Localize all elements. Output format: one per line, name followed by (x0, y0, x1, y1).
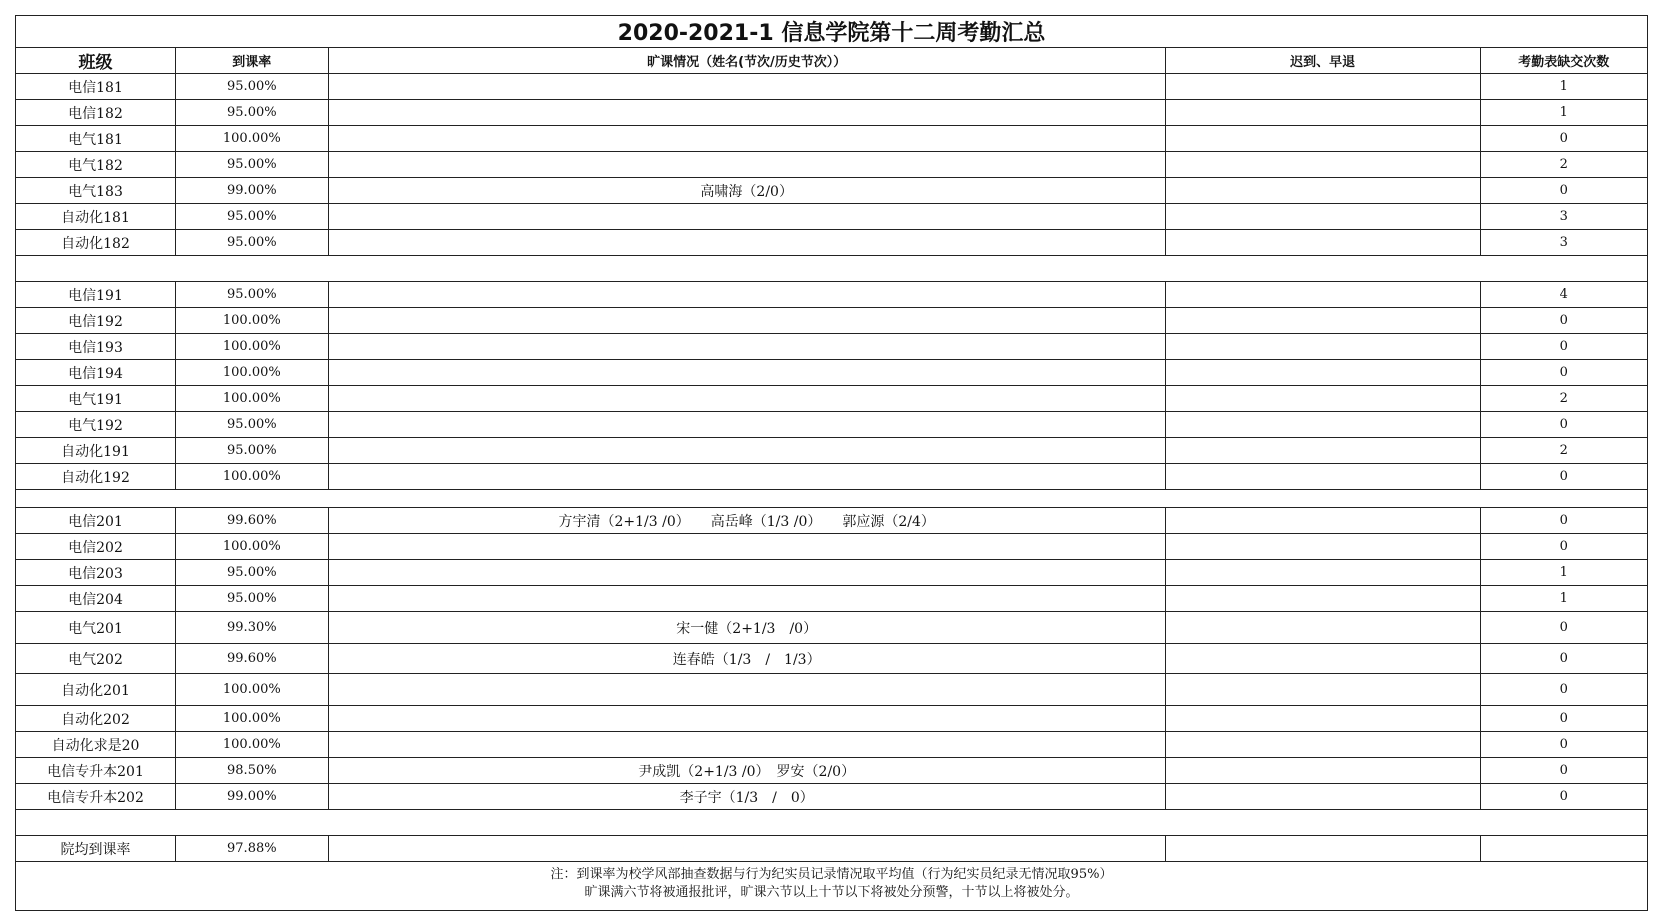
class-cell: 自动化182 (16, 230, 176, 256)
absence-cell (328, 100, 1165, 126)
summary-absence (328, 836, 1165, 862)
header-row (16, 48, 1648, 74)
table-row (16, 178, 1648, 204)
absence-cell (328, 674, 1165, 706)
absence-cell (328, 534, 1165, 560)
absence-cell: 尹成凯（2+1/3 /0） 罗安（2/0） (328, 758, 1165, 784)
late-cell (1165, 412, 1480, 438)
spacer-cell (16, 256, 1648, 282)
rate-cell: 95.00% (176, 412, 329, 438)
rate-cell: 95.00% (176, 152, 329, 178)
late-cell (1165, 152, 1480, 178)
summary-rate: 97.88% (176, 836, 329, 862)
late-cell (1165, 464, 1480, 490)
spacer-cell (16, 490, 1648, 508)
table-row (16, 334, 1648, 360)
class-cell: 电气181 (16, 126, 176, 152)
table-row (16, 706, 1648, 732)
late-cell (1165, 586, 1480, 612)
missing-cell: 1 (1480, 586, 1647, 612)
table-row (16, 386, 1648, 412)
absence-cell (328, 386, 1165, 412)
summary-missing (1480, 836, 1647, 862)
rate-cell: 100.00% (176, 360, 329, 386)
class-cell: 电气192 (16, 412, 176, 438)
class-cell: 电信203 (16, 560, 176, 586)
missing-cell: 0 (1480, 412, 1647, 438)
rate-cell: 99.60% (176, 644, 329, 674)
class-cell: 自动化202 (16, 706, 176, 732)
table-row (16, 230, 1648, 256)
header-late: 迟到、早退 (1165, 48, 1480, 74)
sheet-title: 2020-2021-1 信息学院第十二周考勤汇总 (16, 16, 1648, 48)
spacer-row (16, 256, 1648, 282)
rate-cell: 99.00% (176, 784, 329, 810)
missing-cell: 2 (1480, 438, 1647, 464)
class-cell: 电信专升本202 (16, 784, 176, 810)
rate-cell: 100.00% (176, 308, 329, 334)
absence-cell (328, 560, 1165, 586)
late-cell (1165, 758, 1480, 784)
rate-cell: 100.00% (176, 386, 329, 412)
absence-cell (328, 152, 1165, 178)
rate-cell: 99.00% (176, 178, 329, 204)
summary-label: 院均到课率 (16, 836, 176, 862)
absence-cell: 高啸海（2/0） (328, 178, 1165, 204)
late-cell (1165, 644, 1480, 674)
rate-cell: 95.00% (176, 230, 329, 256)
class-cell: 电信182 (16, 100, 176, 126)
missing-cell: 1 (1480, 100, 1647, 126)
missing-cell: 0 (1480, 126, 1647, 152)
summary-late (1165, 836, 1480, 862)
table-row (16, 784, 1648, 810)
missing-cell: 0 (1480, 784, 1647, 810)
class-cell: 电信194 (16, 360, 176, 386)
absence-cell (328, 412, 1165, 438)
missing-cell: 0 (1480, 612, 1647, 644)
absence-cell (328, 438, 1165, 464)
class-cell: 电信专升本201 (16, 758, 176, 784)
spacer-row (16, 810, 1648, 836)
rate-cell: 98.50% (176, 758, 329, 784)
table-row (16, 100, 1648, 126)
absence-cell (328, 308, 1165, 334)
absence-cell (328, 464, 1165, 490)
table-row (16, 612, 1648, 644)
table-row (16, 758, 1648, 784)
rate-cell: 100.00% (176, 674, 329, 706)
class-cell: 电气201 (16, 612, 176, 644)
header-class: 班级 (16, 48, 176, 74)
table-row (16, 644, 1648, 674)
rate-cell: 100.00% (176, 732, 329, 758)
missing-cell: 0 (1480, 758, 1647, 784)
rate-cell: 95.00% (176, 74, 329, 100)
late-cell (1165, 386, 1480, 412)
late-cell (1165, 74, 1480, 100)
table-row (16, 732, 1648, 758)
rate-cell: 100.00% (176, 534, 329, 560)
rate-cell: 100.00% (176, 706, 329, 732)
table-row (16, 282, 1648, 308)
summary-row (16, 836, 1648, 862)
missing-cell: 0 (1480, 308, 1647, 334)
table-row (16, 360, 1648, 386)
class-cell: 电信204 (16, 586, 176, 612)
late-cell (1165, 178, 1480, 204)
absence-cell: 方宇清（2+1/3 /0） 高岳峰（1/3 /0） 郭应源（2/4） (328, 508, 1165, 534)
class-cell: 自动化181 (16, 204, 176, 230)
class-cell: 电信191 (16, 282, 176, 308)
missing-cell: 0 (1480, 732, 1647, 758)
class-cell: 电信201 (16, 508, 176, 534)
title-row (16, 16, 1648, 48)
attendance-summary-table (15, 15, 1648, 911)
spacer-cell (16, 810, 1648, 836)
absence-cell: 李子宇（1/3 / 0） (328, 784, 1165, 810)
table-row (16, 74, 1648, 100)
missing-cell: 0 (1480, 508, 1647, 534)
rate-cell: 99.30% (176, 612, 329, 644)
rate-cell: 95.00% (176, 204, 329, 230)
absence-cell: 连春皓（1/3 / 1/3） (328, 644, 1165, 674)
late-cell (1165, 508, 1480, 534)
note-row (16, 862, 1648, 911)
late-cell (1165, 308, 1480, 334)
table-row (16, 464, 1648, 490)
missing-cell: 0 (1480, 534, 1647, 560)
late-cell (1165, 732, 1480, 758)
absence-cell (328, 74, 1165, 100)
table-row (16, 674, 1648, 706)
rate-cell: 95.00% (176, 438, 329, 464)
late-cell (1165, 560, 1480, 586)
absence-cell (328, 360, 1165, 386)
missing-cell: 4 (1480, 282, 1647, 308)
table-row (16, 560, 1648, 586)
rate-cell: 100.00% (176, 334, 329, 360)
table-row (16, 508, 1648, 534)
class-cell: 电信192 (16, 308, 176, 334)
rate-cell: 95.00% (176, 586, 329, 612)
table-row (16, 308, 1648, 334)
table-row (16, 412, 1648, 438)
late-cell (1165, 612, 1480, 644)
header-rate: 到课率 (176, 48, 329, 74)
table-row (16, 126, 1648, 152)
missing-cell: 3 (1480, 204, 1647, 230)
class-cell: 电气202 (16, 644, 176, 674)
note-cell (16, 862, 1648, 911)
missing-cell: 1 (1480, 74, 1647, 100)
header-missing: 考勤表缺交次数 (1480, 48, 1647, 74)
header-absence: 旷课情况（姓名(节次/历史节次）） (328, 48, 1165, 74)
class-cell: 自动化192 (16, 464, 176, 490)
rate-cell: 95.00% (176, 560, 329, 586)
late-cell (1165, 360, 1480, 386)
missing-cell: 3 (1480, 230, 1647, 256)
rate-cell: 99.60% (176, 508, 329, 534)
class-cell: 自动化201 (16, 674, 176, 706)
missing-cell: 0 (1480, 644, 1647, 674)
missing-cell: 0 (1480, 360, 1647, 386)
absence-cell (328, 334, 1165, 360)
missing-cell: 0 (1480, 464, 1647, 490)
absence-cell (328, 706, 1165, 732)
late-cell (1165, 706, 1480, 732)
absence-cell (328, 230, 1165, 256)
rate-cell: 95.00% (176, 100, 329, 126)
late-cell (1165, 204, 1480, 230)
table-row (16, 438, 1648, 464)
missing-cell: 0 (1480, 706, 1647, 732)
class-cell: 电气182 (16, 152, 176, 178)
note-line-1: 注：到课率为校学风部抽查数据与行为纪实员记录情况取平均值（行为纪实员纪录无情况取95%） (550, 867, 1113, 882)
absence-cell (328, 126, 1165, 152)
class-cell: 自动化求是20 (16, 732, 176, 758)
note-line-2: 旷课满六节将被通报批评，旷课六节以上十节以下将被处分预警，十节以上将被处分。 (584, 885, 1079, 900)
missing-cell: 2 (1480, 386, 1647, 412)
rate-cell: 100.00% (176, 464, 329, 490)
spacer-row (16, 490, 1648, 508)
late-cell (1165, 438, 1480, 464)
class-cell: 电信202 (16, 534, 176, 560)
late-cell (1165, 126, 1480, 152)
late-cell (1165, 674, 1480, 706)
absence-cell (328, 732, 1165, 758)
missing-cell: 2 (1480, 152, 1647, 178)
absence-cell: 宋一健（2+1/3 /0） (328, 612, 1165, 644)
missing-cell: 0 (1480, 334, 1647, 360)
absence-cell (328, 586, 1165, 612)
table-row (16, 534, 1648, 560)
class-cell: 电信193 (16, 334, 176, 360)
table-row (16, 586, 1648, 612)
table-row (16, 152, 1648, 178)
missing-cell: 1 (1480, 560, 1647, 586)
rate-cell: 95.00% (176, 282, 329, 308)
rate-cell: 100.00% (176, 126, 329, 152)
class-cell: 电信181 (16, 74, 176, 100)
absence-cell (328, 282, 1165, 308)
late-cell (1165, 334, 1480, 360)
table-row (16, 204, 1648, 230)
missing-cell: 0 (1480, 674, 1647, 706)
absence-cell (328, 204, 1165, 230)
missing-cell: 0 (1480, 178, 1647, 204)
late-cell (1165, 784, 1480, 810)
class-cell: 自动化191 (16, 438, 176, 464)
late-cell (1165, 534, 1480, 560)
late-cell (1165, 230, 1480, 256)
class-cell: 电气183 (16, 178, 176, 204)
late-cell (1165, 100, 1480, 126)
late-cell (1165, 282, 1480, 308)
class-cell: 电气191 (16, 386, 176, 412)
